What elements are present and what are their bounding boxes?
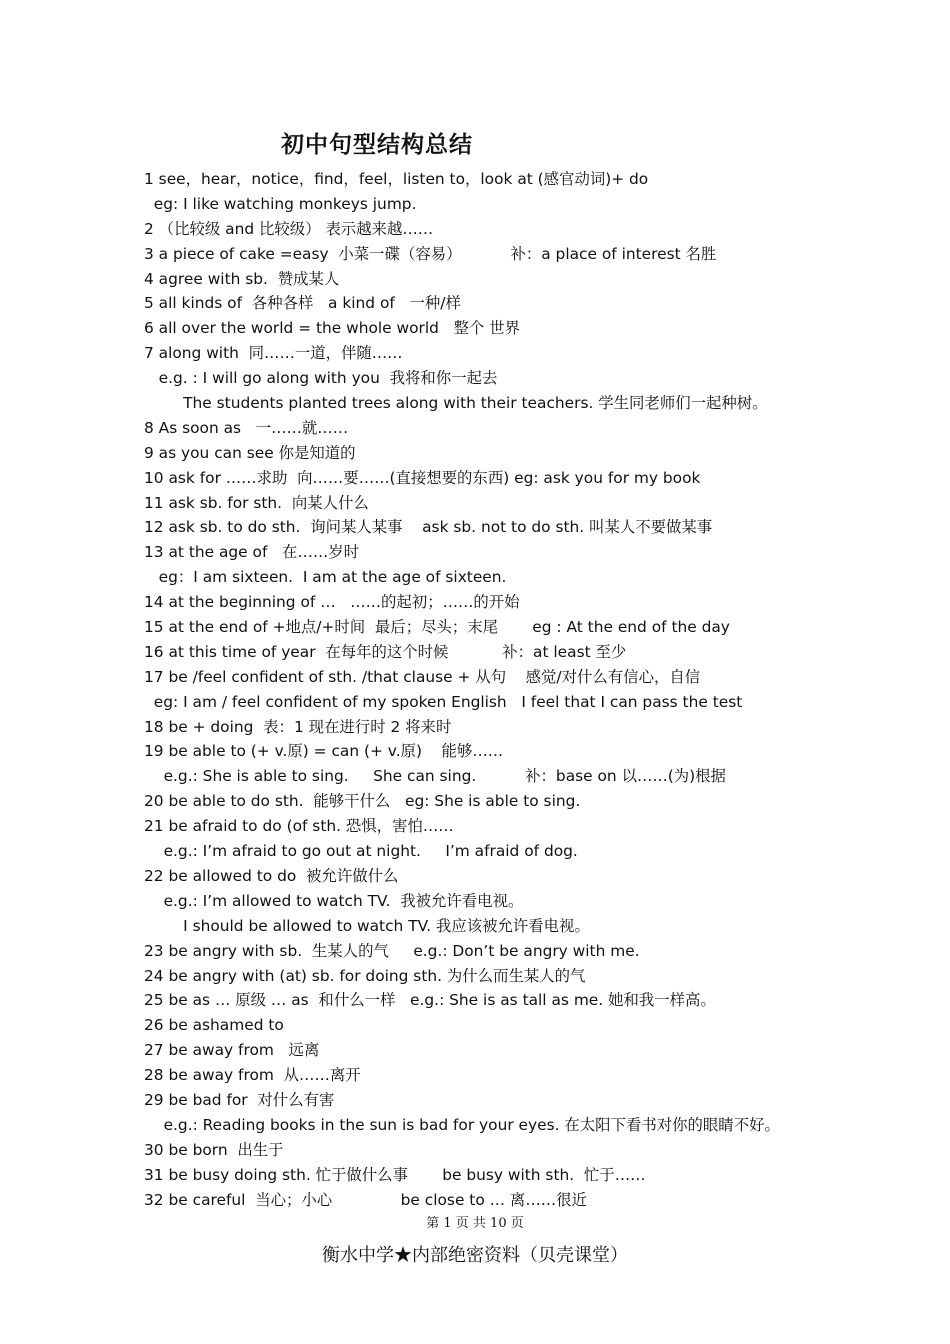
text-line: e.g. : I will go along with you 我将和你一起去 [144, 369, 498, 388]
text-line: 26 be ashamed to [144, 1016, 284, 1035]
text-line: 27 be away from 远离 [144, 1041, 320, 1060]
text-line: 4 agree with sb. 赞成某人 [144, 269, 340, 288]
text-line: 18 be + doing 表：1 现在进行时 2 将来时 [144, 717, 452, 736]
text-line: 25 be as … 原级 … as 和什么一样 e.g.: She is as tall as me. 她和我一样高。 [144, 991, 716, 1010]
text-line: 10 ask for ……求助 向……要……(直接想要的东西) eg: ask you for my book [144, 468, 701, 487]
text-line: 1 see，hear，notice，find，feel，listen to，look at (感官动词)+ do [144, 170, 649, 188]
text-line: eg：I am sixteen. I am at the age of sixteen. [144, 568, 507, 587]
text-line: 2 （比较级 and 比较级） 表示越来越…… [144, 219, 434, 238]
sentence-pattern-list [144, 167, 934, 1212]
text-line: 7 along with 同……一道，伴随…… [144, 344, 403, 363]
document-title: 初中句型结构总结 [281, 132, 473, 158]
text-line: 20 be able to do sth. 能够干什么 eg: She is able to sing. [144, 792, 581, 811]
text-line: 22 be allowed to do 被允许做什么 [144, 866, 399, 885]
text-line: The students planted trees along with their teachers. 学生同老师们一起种树。 [144, 394, 768, 413]
text-line: 28 be away from 从……离开 [144, 1066, 361, 1085]
text-line: 32 be careful 当心；小心 be close to … 离……很近 [144, 1190, 587, 1209]
text-line: 31 be busy doing sth. 忙于做什么事 be busy with sth. 忙于…… [144, 1165, 646, 1184]
text-line: 6 all over the world = the whole world 整个 世界 [144, 319, 521, 338]
text-line: 12 ask sb. to do sth. 询问某人某事 ask sb. not to do sth. 叫某人不要做某事 [144, 518, 713, 537]
text-line: 16 at this time of year 在每年的这个时候 补：at least 至少 [144, 642, 627, 661]
text-line: 3 a piece of cake =easy 小菜一碟（容易） 补：a place of interest 名胜 [144, 244, 717, 263]
text-line: e.g.: I’m afraid to go out at night. I’m afraid of dog. [144, 842, 578, 861]
text-line: 11 ask sb. for sth. 向某人什么 [144, 493, 369, 512]
text-line: 14 at the beginning of … ……的起初；……的开始 [144, 593, 520, 612]
text-line: 5 all kinds of 各种各样 a kind of 一种/样 [144, 294, 461, 313]
text-line: 8 As soon as 一……就…… [144, 418, 349, 437]
text-line: I should be allowed to watch TV. 我应该被允许看电视。 [144, 916, 590, 935]
text-line: e.g.: Reading books in the sun is bad for your eyes. 在太阳下看书对你的眼睛不好。 [144, 1115, 780, 1134]
text-line: 29 be bad for 对什么有害 [144, 1090, 335, 1109]
text-line: 9 as you can see 你是知道的 [144, 443, 356, 462]
text-line: e.g.: I’m allowed to watch TV. 我被允许看电视。 [144, 891, 524, 910]
text-line: 24 be angry with (at) sb. for doing sth. 为什么而生某人的气 [144, 966, 586, 985]
text-line: 30 be born 出生于 [144, 1140, 284, 1159]
text-line: 15 at the end of +地点/+时间 最后；尽头；末尾 eg : At the end of the day [144, 618, 730, 637]
text-line: 17 be /feel confident of sth. /that clause + 从句 感觉/对什么有信心，自信 [144, 667, 701, 686]
footer-note: 衡水中学★内部绝密资料（贝壳课堂） [322, 1245, 628, 1266]
page-number: 第 1 页 共 10 页 [426, 1216, 524, 1231]
text-line: eg: I am / feel confident of my spoken English I feel that I can pass the test [144, 692, 743, 711]
text-line: 13 at the age of 在……岁时 [144, 543, 360, 562]
text-line: 23 be angry with sb. 生某人的气 e.g.: Don’t be angry with me. [144, 941, 640, 960]
text-line: e.g.: She is able to sing. She can sing. 补：base on 以……(为)根据 [144, 767, 726, 786]
text-line: eg: I like watching monkeys jump. [144, 194, 417, 213]
text-line: 19 be able to (+ v.原) = can (+ v.原) 能够…… [144, 742, 504, 761]
text-line: 21 be afraid to do (of sth. 恐惧，害怕…… [144, 817, 454, 836]
